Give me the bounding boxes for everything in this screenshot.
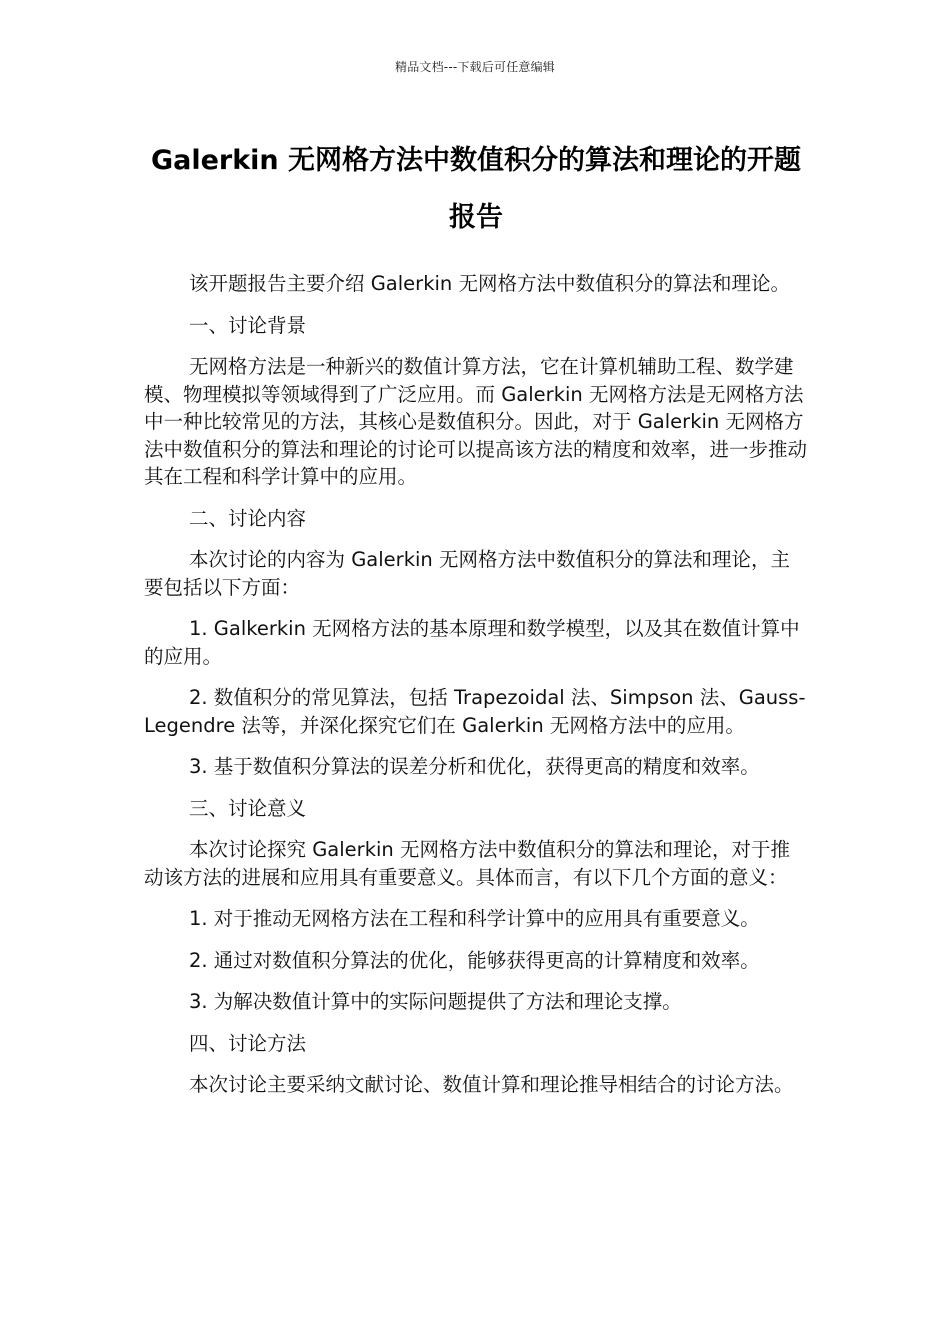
document-body: [144, 270, 808, 1113]
background-paragraph: 无网格方法是一种新兴的数值计算方法，它在计算机辅助工程、数学建模、物理模拟等领域得到了广泛应用。而 Galerkin 无网格方法是无网格方法中一种比较常见的方法，其核心是数值积分。因此，对于 Galerkin 无网格方法中数值积分的算法和理论的讨论可以提高该方法的精度和效率，进一步推动其在工程和科学计算中的应用。: [144, 355, 808, 488]
content-item-1: 1. Galkerkin 无网格方法的基本原理和数学模型，以及其在数值计算中的应用。: [144, 617, 800, 668]
content-paragraph: 本次讨论的内容为 Galerkin 无网格方法中数值积分的算法和理论，主要包括以下方面：: [144, 548, 790, 599]
significance-item-3: 3. 为解决数值计算中的实际问题提供了方法和理论支撑。: [189, 990, 682, 1013]
method-paragraph: 本次讨论主要采纳文献讨论、数值计算和理论推导相结合的讨论方法。: [189, 1073, 794, 1096]
significance-item-2: 2. 通过对数值积分算法的优化，能够获得更高的计算精度和效率。: [189, 948, 760, 972]
section-heading-background: 一、讨论背景: [189, 313, 307, 337]
intro-paragraph: 该开题报告主要介绍 Galerkin 无网格方法中数值积分的算法和理论。: [189, 272, 790, 295]
section-heading-content: 二、讨论内容: [189, 506, 307, 530]
page-header: 精品文档---下载后可任意编辑: [395, 60, 555, 74]
content-item-3: 3. 基于数值积分算法的误差分析和优化，获得更高的精度和效率。: [189, 755, 760, 778]
content-item-2: 2. 数值积分的常见算法，包括 Trapezoidal 法、Simpson 法、Gauss-Legendre 法等，并深化探究它们在 Galerkin 无网格方法中的应用。: [144, 686, 806, 737]
section-heading-significance: 三、讨论意义: [189, 796, 307, 820]
significance-item-1: 1. 对于推动无网格方法在工程和科学计算中的应用具有重要意义。: [189, 907, 760, 930]
document-title: Galerkin 无网格方法中数值积分的算法和理论的开题报告: [150, 145, 802, 233]
section-heading-method: 四、讨论方法: [189, 1031, 307, 1055]
significance-paragraph: 本次讨论探究 Galerkin 无网格方法中数值积分的算法和理论，对于推动该方法的进展和应用具有重要意义。具体而言，有以下几个方面的意义：: [144, 838, 790, 889]
